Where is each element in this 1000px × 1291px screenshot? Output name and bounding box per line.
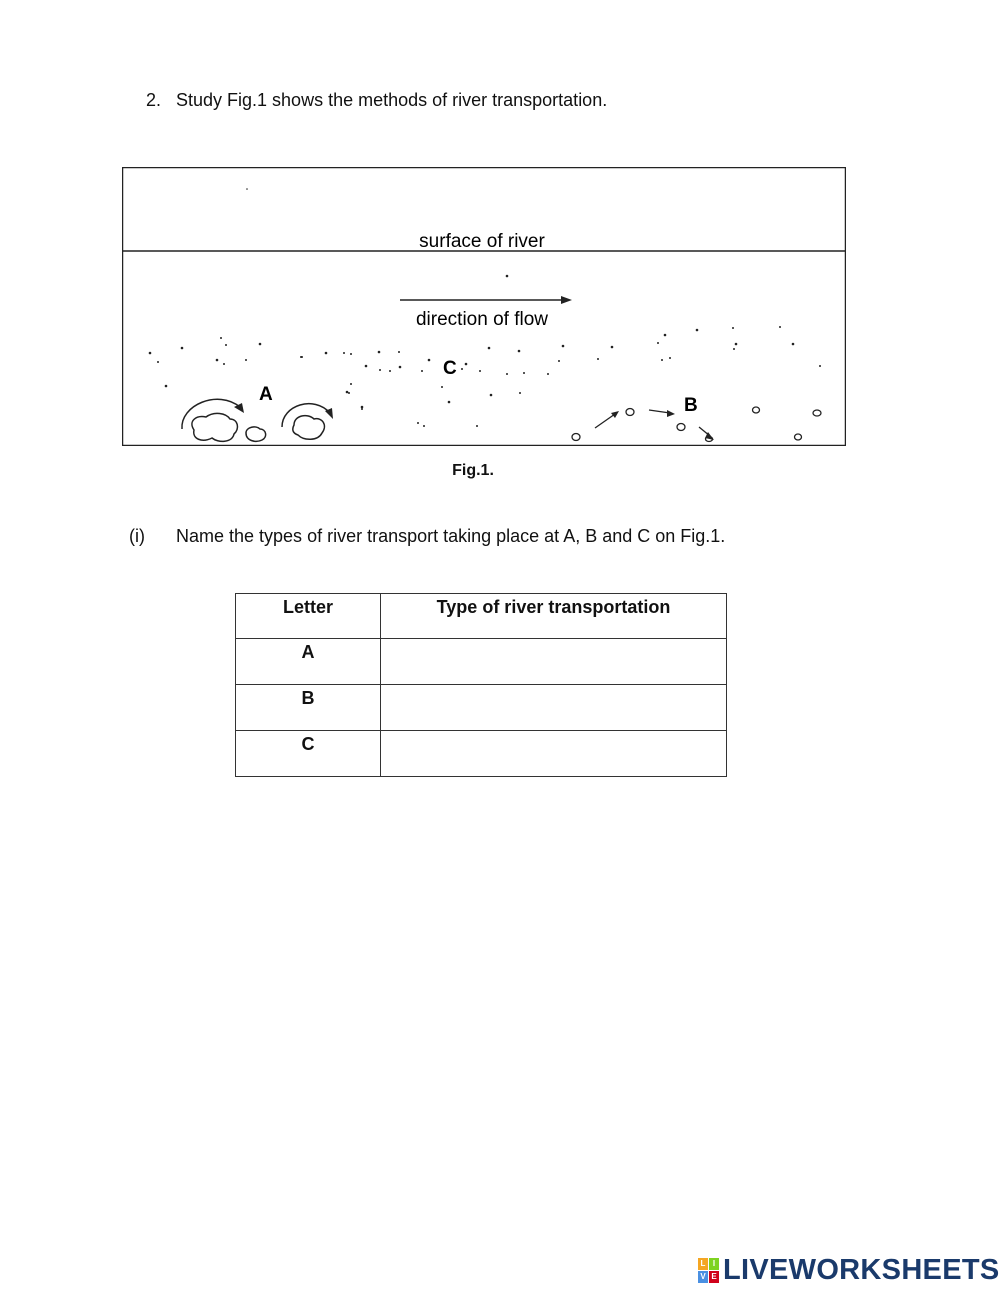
logo-text: LIVEWORKSHEETS — [723, 1253, 1000, 1286]
table-row — [236, 685, 727, 731]
answer-cell-b — [381, 685, 727, 731]
river-transport-figure — [122, 167, 846, 446]
row-letter-c: C — [236, 731, 381, 777]
question-text: Study Fig.1 shows the methods of river transportation. — [176, 90, 608, 110]
answer-table — [235, 593, 727, 777]
answer-input-b[interactable] — [381, 685, 726, 729]
liveworksheets-logo — [698, 1252, 1000, 1288]
header-type: Type of river transportation — [381, 594, 727, 639]
flow-label: direction of flow — [415, 309, 549, 330]
label-c: C — [443, 358, 457, 379]
table-row — [236, 639, 727, 685]
label-a: A — [259, 384, 273, 405]
sub-question — [129, 526, 725, 547]
traction-boulders — [182, 399, 333, 441]
header-letter: Letter — [236, 594, 381, 639]
figure-frame — [123, 168, 846, 446]
figure-caption: Fig.1. — [452, 462, 494, 479]
answer-cell-c — [381, 731, 727, 777]
answer-cell-a — [381, 639, 727, 685]
question-number: 2. — [146, 90, 162, 110]
logo-mark-l: L — [698, 1258, 708, 1270]
logo-mark-v: V — [698, 1271, 708, 1283]
logo-mark-i: I — [709, 1258, 719, 1270]
label-b: B — [684, 395, 698, 416]
answer-input-c[interactable] — [381, 731, 726, 775]
row-letter-a: A — [236, 639, 381, 685]
answer-input-a[interactable] — [381, 639, 726, 683]
question-title — [146, 90, 607, 111]
row-letter-b: B — [236, 685, 381, 731]
flow-arrow-icon — [400, 296, 572, 304]
suspended-particles — [149, 188, 821, 427]
sub-question-text: Name the types of river transport taking place at A, B and C on Fig.1. — [176, 526, 726, 546]
surface-label: surface of river — [419, 231, 545, 252]
table-row — [236, 731, 727, 777]
table-header-row — [236, 594, 727, 639]
sub-question-number: (i) — [129, 526, 145, 546]
logo-mark-e: E — [709, 1271, 719, 1283]
logo-mark-icon — [698, 1258, 719, 1283]
